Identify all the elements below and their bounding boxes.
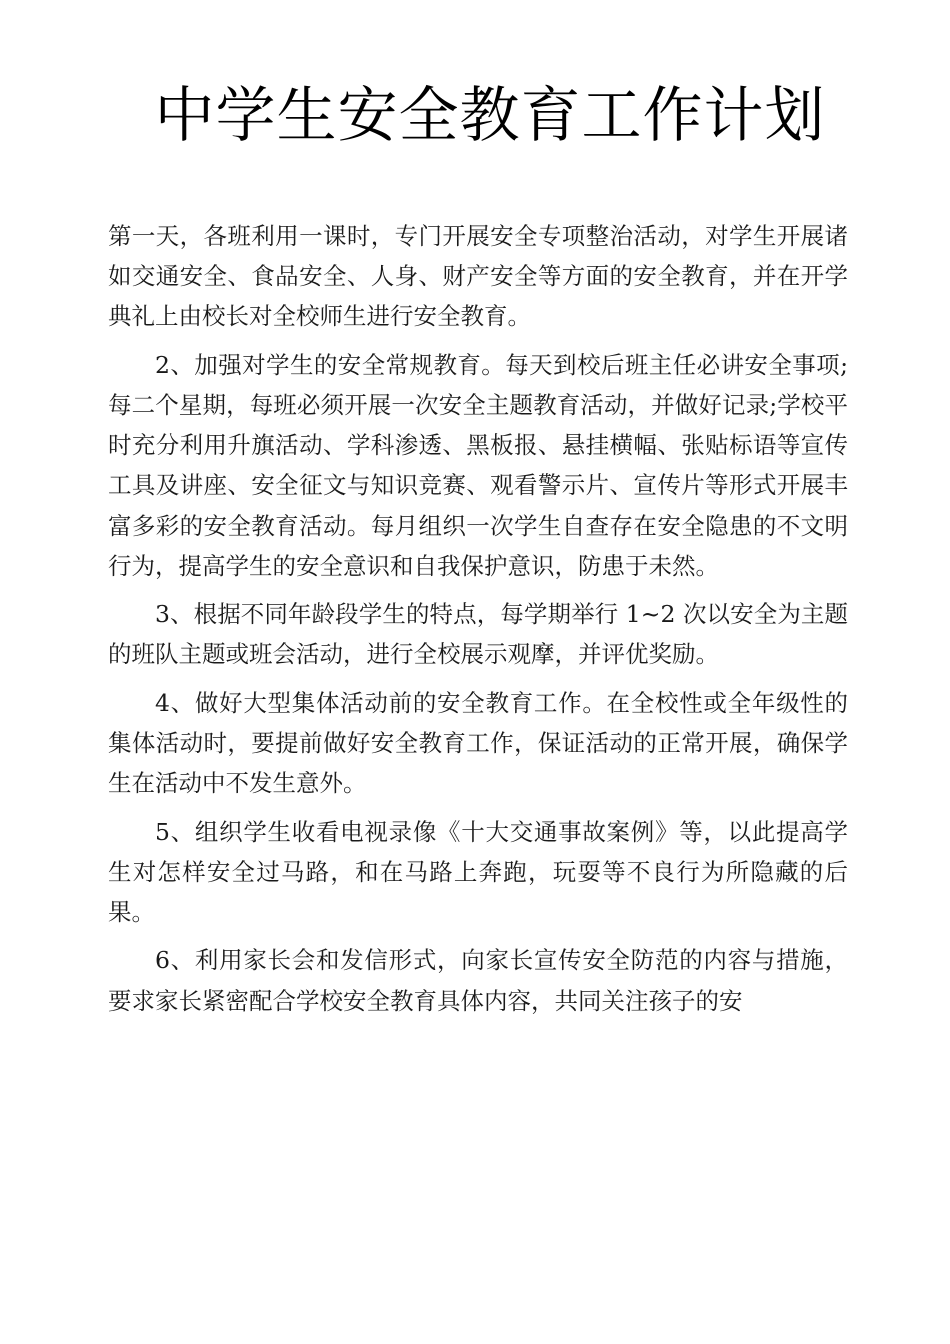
document-body [108,216,848,1029]
paragraph: 4、做好大型集体活动前的安全教育工作。在全校性或全年级性的集体活动时，要提前做好安全教育工作，保证活动的正常开展，确保学生在活动中不发生意外。 [108,688,848,798]
paragraph: 2、加强对学生的安全常规教育。每天到校后班主任必讲安全事项;每二个星期，每班必须开展一次安全主题教育活动，并做好记录;学校平时充分利用升旗活动、学科渗透、黑板报、悬挂横幅、张贴标语等宣传工具及讲座、安全征文与知识竞赛、观看警示片、宣传片等形式开展丰富多彩的安全教育活动。每月组织一次学生自查存在安全隐患的不文明行为，提高学生的安全意识和自我保护意识，防患于未然。 [108,350,848,580]
paragraph: 6、利用家长会和发信形式，向家长宣传安全防范的内容与措施，要求家长紧密配合学校安全教育具体内容，共同关注孩子的安 [108,946,848,1015]
paragraph: 3、根据不同年龄段学生的特点，每学期举行 1~2 次以安全为主题的班队主题或班会活动，进行全校展示观摩，并评优奖励。 [108,600,848,669]
paragraph: 5、组织学生收看电视录像《十大交通事故案例》等，以此提高学生对怎样安全过马路，和在马路上奔跑，玩耍等不良行为所隐藏的后果。 [108,817,848,926]
document-title: 中学生安全教育工作计划 [154,81,826,151]
paragraph: 第一天，各班利用一课时，专门开展安全专项整治活动，对学生开展诸如交通安全、食品安全、人身、财产安全等方面的安全教育，并在开学典礼上由校长对全校师生进行安全教育。 [108,222,848,331]
